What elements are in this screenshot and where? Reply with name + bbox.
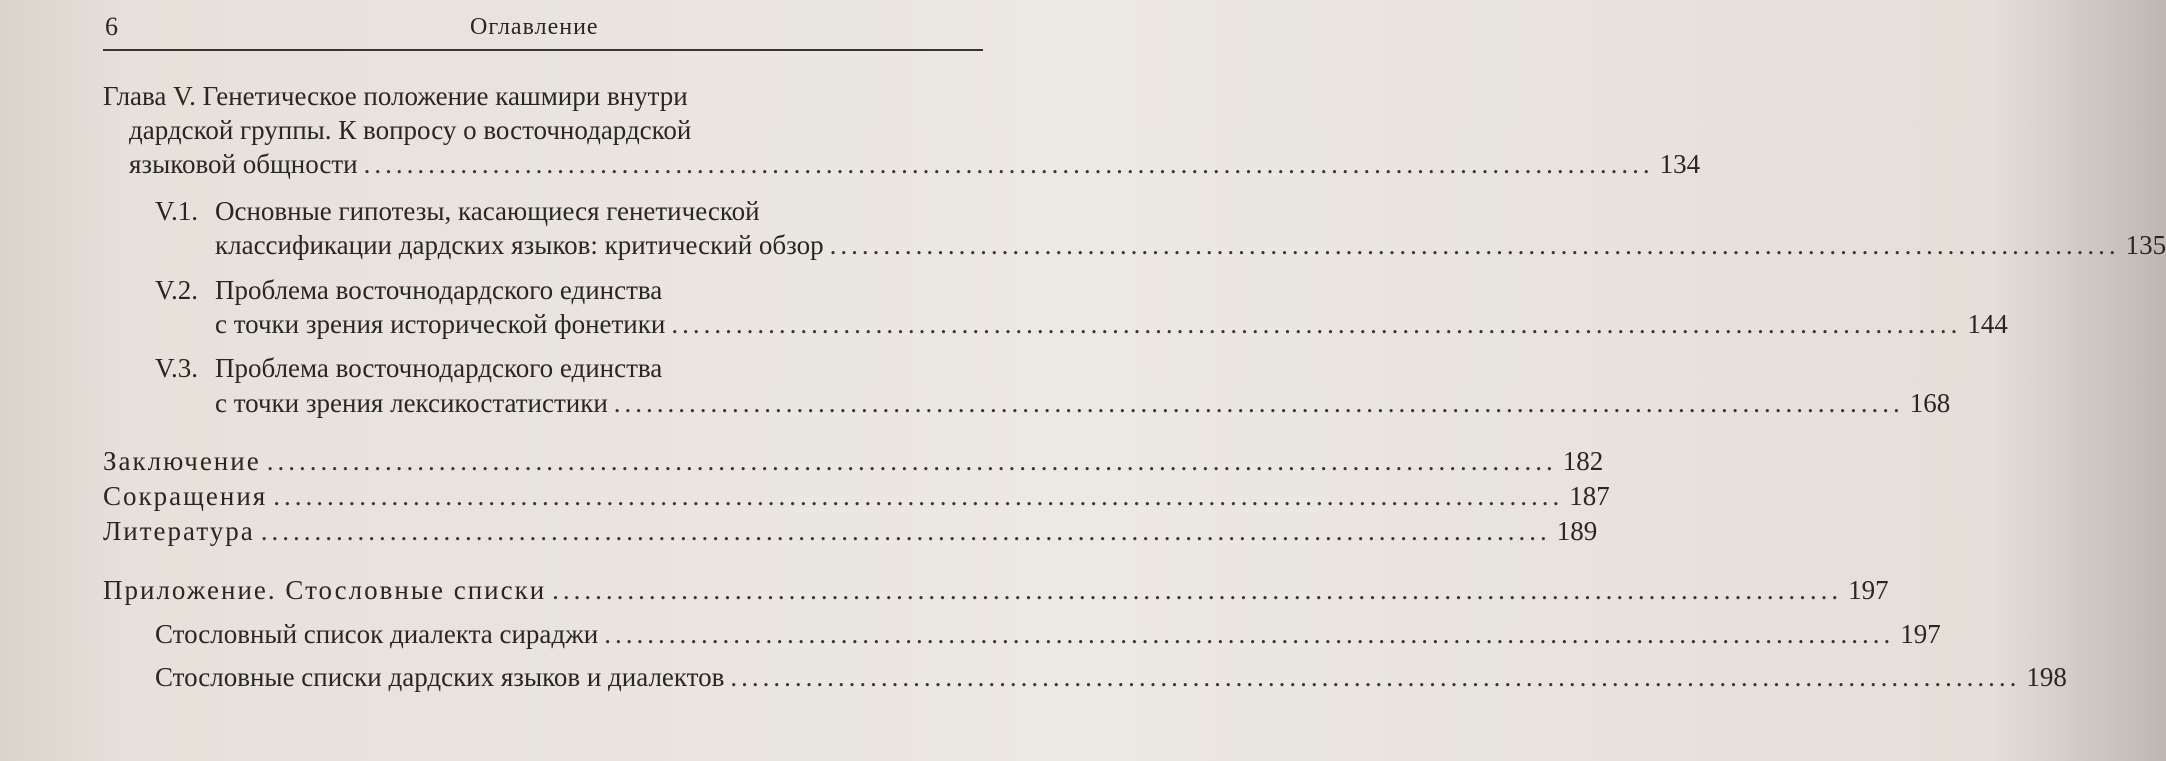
toc-entry-v3[interactable]	[215, 386, 1951, 420]
toc-page-number: 187	[1569, 481, 1610, 511]
toc-entry-abbreviations[interactable]	[103, 479, 1610, 513]
toc-siraji-label: Стословный список диалекта сираджи	[155, 619, 599, 649]
toc-entry-literature[interactable]	[103, 514, 1598, 548]
toc-entry-v1[interactable]	[215, 228, 2166, 262]
dot-leader: ........................................................................................................................	[260, 516, 1551, 546]
dot-leader: ........................................................................................................................	[604, 619, 1895, 649]
toc-page-number: 168	[1909, 388, 1951, 418]
section-number: V.3.	[155, 353, 199, 383]
dot-leader: ........................................................................................................................	[671, 309, 1962, 339]
toc-v2-title: Проблема восточнодардского единства	[215, 275, 663, 305]
toc-entry-dardic-lists[interactable]	[155, 660, 2067, 694]
toc-dardic-lists-label: Стословные списки дардских языков и диалектов	[155, 662, 725, 692]
toc-entry-chapter5[interactable]	[129, 147, 1701, 181]
toc-conclusion-label: Заключение	[103, 446, 261, 476]
toc-page-number: 144	[1967, 309, 2008, 339]
toc-page-number: 189	[1556, 516, 1598, 546]
dot-leader: ........................................................................................................................	[266, 446, 1557, 476]
toc-v1-title: Основные гипотезы, касающиеся генетической	[215, 196, 760, 226]
running-title: Оглавление	[470, 14, 599, 40]
page-number: 6	[105, 12, 118, 41]
toc-page-number: 135	[2125, 230, 2166, 260]
toc-page-number: 134	[1659, 149, 1701, 179]
toc-chapter5-line2: дардской группы. К вопросу о восточнодардской	[129, 115, 692, 145]
dot-leader: ........................................................................................................................	[613, 388, 1904, 418]
toc-v2-line2: с точки зрения исторической фонетики	[215, 309, 666, 339]
header-rule	[103, 49, 983, 51]
toc-entry-siraji[interactable]	[155, 617, 1941, 651]
toc-abbreviations-label: Сокращения	[103, 481, 268, 511]
toc-v3-line2: с точки зрения лексикостатистики	[215, 388, 608, 418]
toc-page-number: 197	[1848, 575, 1889, 605]
toc-chapter5-line1: Глава V. Генетическое положение кашмири внутри	[103, 81, 688, 111]
toc-v1-line2: классификации дардских языков: критический обзор	[215, 230, 824, 260]
dot-leader: ........................................................................................................................	[829, 230, 2120, 260]
toc-appendix-label: Приложение. Стословные списки	[103, 575, 547, 605]
dot-leader: ........................................................................................................................	[730, 662, 2021, 692]
section-number: V.1.	[155, 196, 199, 226]
dot-leader: ........................................................................................................................	[552, 575, 1843, 605]
dot-leader: ........................................................................................................................	[273, 481, 1564, 511]
toc-page-number: 182	[1562, 446, 1604, 476]
toc-chapter5-line3: языковой общности	[129, 149, 358, 179]
toc-literature-label: Литература	[103, 516, 255, 546]
toc-v3-line1	[155, 351, 662, 385]
dot-leader: ........................................................................................................................	[363, 149, 1654, 179]
toc-page-number: 198	[2026, 662, 2067, 692]
toc-entry-appendix[interactable]	[103, 573, 1889, 607]
toc-page-number: 197	[1900, 619, 1941, 649]
toc-v2-line1	[155, 273, 662, 307]
toc-entry-conclusion[interactable]	[103, 444, 1604, 478]
section-number: V.2.	[155, 275, 199, 305]
toc-v3-title: Проблема восточнодардского единства	[215, 353, 663, 383]
toc-entry-v2[interactable]	[215, 307, 2008, 341]
toc-v1-line1	[155, 194, 760, 228]
